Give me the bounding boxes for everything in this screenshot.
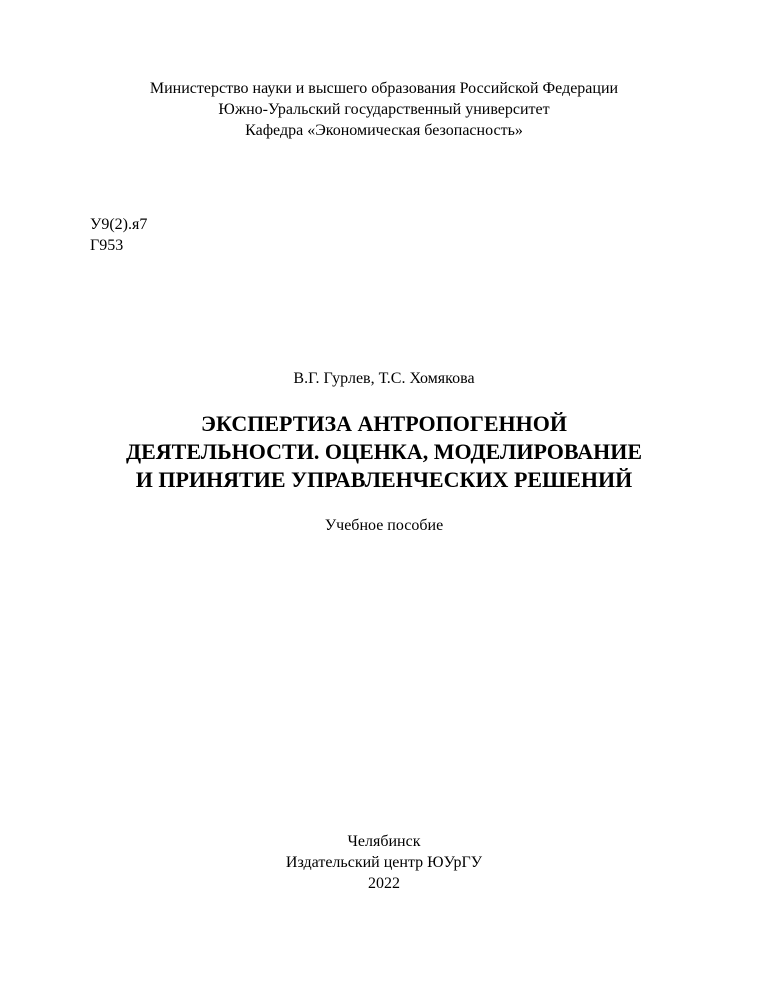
book-type-label: Учебное пособие [324,517,444,534]
imprint [0,831,768,894]
imprint-publisher: Издательский центр ЮУрГУ [285,854,483,871]
authors [0,368,768,389]
udk-code: У9(2).я7 [90,216,148,233]
book-title [0,410,768,494]
university-name: Южно-Уральский государственный университет [218,101,550,118]
authors-line: В.Г. Гурлев, Т.С. Хомякова [293,370,475,387]
classification-codes [90,214,147,256]
department-name: Кафедра «Экономическая безопасность» [245,122,523,139]
imprint-year: 2022 [368,875,400,892]
imprint-city: Челябинск [347,833,421,850]
ministry-name: Министерство науки и высшего образования Российской Федерации [149,80,619,97]
institution-header [0,78,768,141]
title-line-1: ЭКСПЕРТИЗА АНТРОПОГЕННОЙ [201,411,567,436]
author-mark: Г953 [90,237,124,254]
title-line-3: И ПРИНЯТИЕ УПРАВЛЕНЧЕСКИХ РЕШЕНИЙ [135,467,633,492]
book-type [0,515,768,536]
title-line-2: ДЕЯТЕЛЬНОСТИ. ОЦЕНКА, МОДЕЛИРОВАНИЕ [125,439,642,464]
